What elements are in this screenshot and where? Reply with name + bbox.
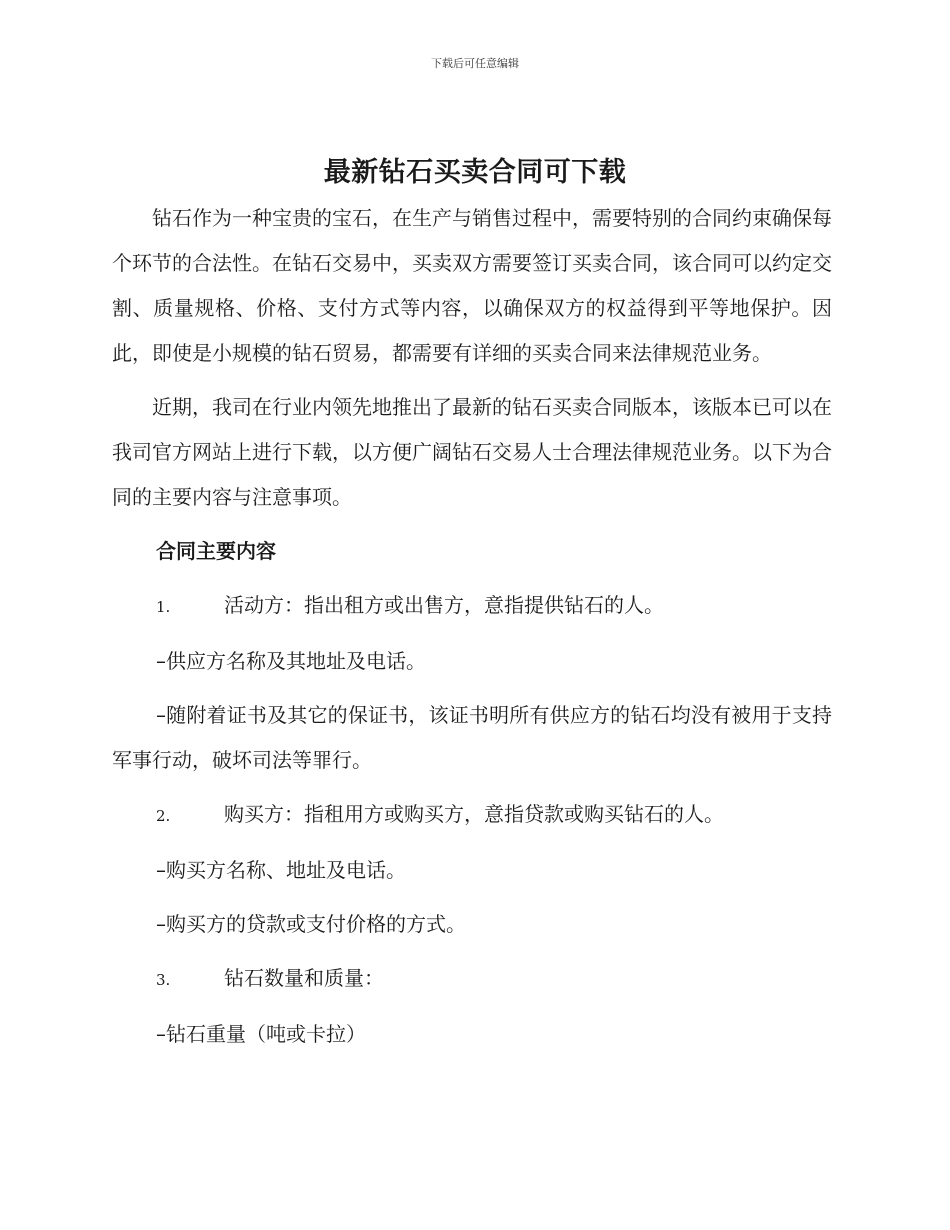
list-sub-item: –购买方的贷款或支付价格的方式。 (156, 912, 466, 936)
list-sub-item: –随附着证书及其它的保证书，该证书明所有供应方的钻石均没有被用于支持军事行动，破坏司法等罪行。 (112, 703, 832, 772)
list-item (112, 956, 832, 1003)
list-item-number: 3. (156, 971, 171, 989)
document-body (112, 196, 832, 1057)
list-item-text: 钻石数量和质量： (224, 966, 384, 990)
announcement-paragraph: 近期，我司在行业内领先地推出了最新的钻石买卖合同版本，该版本已可以在我司官方网站上进行下载，以方便广阔钻石交易人士合理法律规范业务。以下为合同的主要内容与注意事项。 (112, 395, 832, 509)
list-item-number: 1. (156, 598, 171, 616)
list-item-text: 活动方：指出租方或出售方，意指提供钻石的人。 (224, 593, 664, 617)
document-title: 最新钻石买卖合同可下载 (323, 157, 627, 188)
list-item-text: 购买方：指租用方或购买方，意指贷款或购买钻石的人。 (224, 802, 724, 826)
list-item (112, 583, 832, 630)
list-item-number: 2. (156, 807, 171, 825)
intro-paragraph: 钻石作为一种宝贵的宝石，在生产与销售过程中，需要特别的合同约束确保每个环节的合法性。在钻石交易中，买卖双方需要签订买卖合同，该合同可以约定交割、质量规格、价格、支付方式等内容，以确保双方的权益得到平等地保护。因此，即使是小规模的钻石贸易，都需要有详细的买卖合同来法律规范业务。 (112, 206, 832, 365)
header-note: 下载后可任意编辑 (431, 57, 519, 70)
list-sub-item: –购买方名称、地址及电话。 (156, 858, 406, 882)
section-heading: 合同主要内容 (156, 539, 276, 563)
list-sub-item: –供应方名称及其地址及电话。 (156, 649, 426, 673)
list-sub-item: –钻石重量（吨或卡拉） (156, 1022, 366, 1046)
list-item (112, 792, 832, 839)
